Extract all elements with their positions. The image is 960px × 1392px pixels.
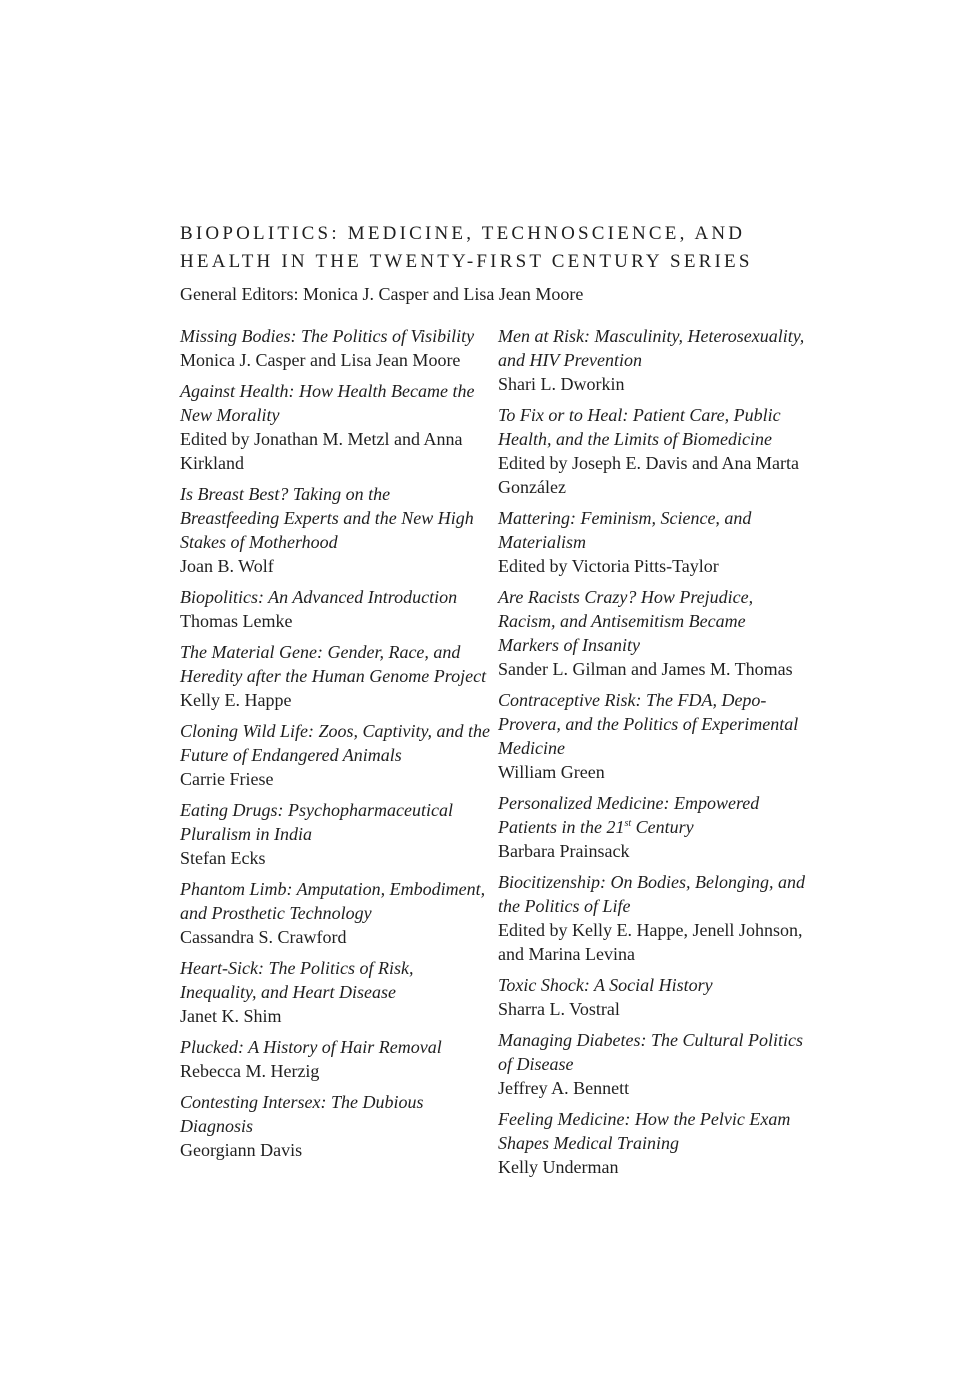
book-title: Biopolitics: An Advanced Introduction	[180, 587, 458, 607]
general-editors: General Editors: Monica J. Casper and Lisa Jean Moore	[180, 284, 584, 304]
book-author: Sharra L. Vostral	[498, 999, 620, 1019]
book-author: Edited by Jonathan M. Metzl and Anna Kirkland	[180, 429, 463, 473]
series-title	[180, 220, 805, 276]
book-author: Cassandra S. Crawford	[180, 927, 347, 947]
book-list	[180, 324, 805, 1224]
series-title-line-2: HEALTH IN THE TWENTY-FIRST CENTURY SERIES	[180, 251, 753, 272]
ordinal-suffix: st	[624, 818, 632, 829]
book-title: Cloning Wild Life: Zoos, Captivity, and the Future of Endangered Animals	[180, 721, 491, 765]
book-author: Thomas Lemke	[180, 611, 293, 631]
list-item	[180, 877, 492, 949]
book-list-right-column	[498, 324, 805, 1186]
book-author: Kelly Underman	[498, 1157, 619, 1177]
book-title-part: Personalized Medicine: Empowered Patients in the 21	[498, 793, 760, 837]
list-item	[498, 506, 805, 578]
book-title: Against Health: How Health Became the New Morality	[180, 381, 475, 425]
list-item	[498, 403, 805, 499]
book-author: Georgiann Davis	[180, 1140, 303, 1160]
list-item	[498, 791, 805, 863]
book-title: Mattering: Feminism, Science, and Materialism	[498, 508, 752, 552]
list-item	[498, 688, 805, 784]
series-title-line-1: BIOPOLITICS: MEDICINE, TECHNOSCIENCE, AND	[180, 223, 746, 244]
list-item	[180, 719, 492, 791]
list-item	[180, 798, 492, 870]
book-title: Contraceptive Risk: The FDA, Depo-Provera, and the Politics of Experimental Medicine	[498, 690, 799, 758]
book-title: Plucked: A History of Hair Removal	[180, 1037, 442, 1057]
book-title: Is Breast Best? Taking on the Breastfeeding Experts and the New High Stakes of Motherhood	[180, 484, 474, 552]
book-title: Eating Drugs: Psychopharmaceutical Pluralism in India	[180, 800, 453, 844]
book-author: Monica J. Casper and Lisa Jean Moore	[180, 350, 461, 370]
book-title: Biocitizenship: On Bodies, Belonging, and the Politics of Life	[498, 872, 805, 916]
list-item	[498, 973, 805, 1021]
book-title: Are Racists Crazy? How Prejudice, Racism, and Antisemitism Became Markers of Insanity	[498, 587, 754, 655]
book-author: Rebecca M. Herzig	[180, 1061, 320, 1081]
book-author: Stefan Ecks	[180, 848, 266, 868]
book-title-part: Century	[631, 817, 694, 837]
book-author: William Green	[498, 762, 605, 782]
book-author: Joan B. Wolf	[180, 556, 274, 576]
book-list-left-column	[180, 324, 492, 1169]
book-author: Edited by Kelly E. Happe, Jenell Johnson, and Marina Levina	[498, 920, 803, 964]
book-title: Heart-Sick: The Politics of Risk, Inequality, and Heart Disease	[180, 958, 414, 1002]
list-item	[180, 1035, 492, 1083]
book-author: Edited by Victoria Pitts-Taylor	[498, 556, 719, 576]
book-author: Shari L. Dworkin	[498, 374, 625, 394]
book-author: Kelly E. Happe	[180, 690, 292, 710]
book-title: Phantom Limb: Amputation, Embodiment, and Prosthetic Technology	[180, 879, 486, 923]
book-author: Janet K. Shim	[180, 1006, 282, 1026]
book-title: The Material Gene: Gender, Race, and Heredity after the Human Genome Project	[180, 642, 487, 686]
list-item	[180, 956, 492, 1028]
book-author: Sander L. Gilman and James M. Thomas	[498, 659, 793, 679]
list-item	[180, 324, 492, 372]
list-item	[498, 324, 805, 396]
book-title: To Fix or to Heal: Patient Care, Public Health, and the Limits of Biomedicine	[498, 405, 781, 449]
list-item	[180, 585, 492, 633]
book-author: Barbara Prainsack	[498, 841, 630, 861]
book-author: Jeffrey A. Bennett	[498, 1078, 630, 1098]
book-title	[498, 791, 805, 839]
book-author: Carrie Friese	[180, 769, 274, 789]
book-title: Toxic Shock: A Social History	[498, 975, 713, 995]
book-title: Managing Diabetes: The Cultural Politics of Disease	[498, 1030, 803, 1074]
series-page	[180, 220, 805, 1224]
list-item	[498, 1028, 805, 1100]
list-item	[180, 640, 492, 712]
book-title: Contesting Intersex: The Dubious Diagnosis	[180, 1092, 424, 1136]
list-item	[498, 870, 805, 966]
list-item	[180, 379, 492, 475]
book-title: Missing Bodies: The Politics of Visibility	[180, 326, 475, 346]
list-item	[180, 482, 492, 578]
book-author: Edited by Joseph E. Davis and Ana Marta González	[498, 453, 799, 497]
book-title: Feeling Medicine: How the Pelvic Exam Shapes Medical Training	[498, 1109, 791, 1153]
list-item	[498, 1107, 805, 1179]
list-item	[180, 1090, 492, 1162]
book-title: Men at Risk: Masculinity, Heterosexuality, and HIV Prevention	[498, 326, 805, 370]
list-item	[498, 585, 805, 681]
